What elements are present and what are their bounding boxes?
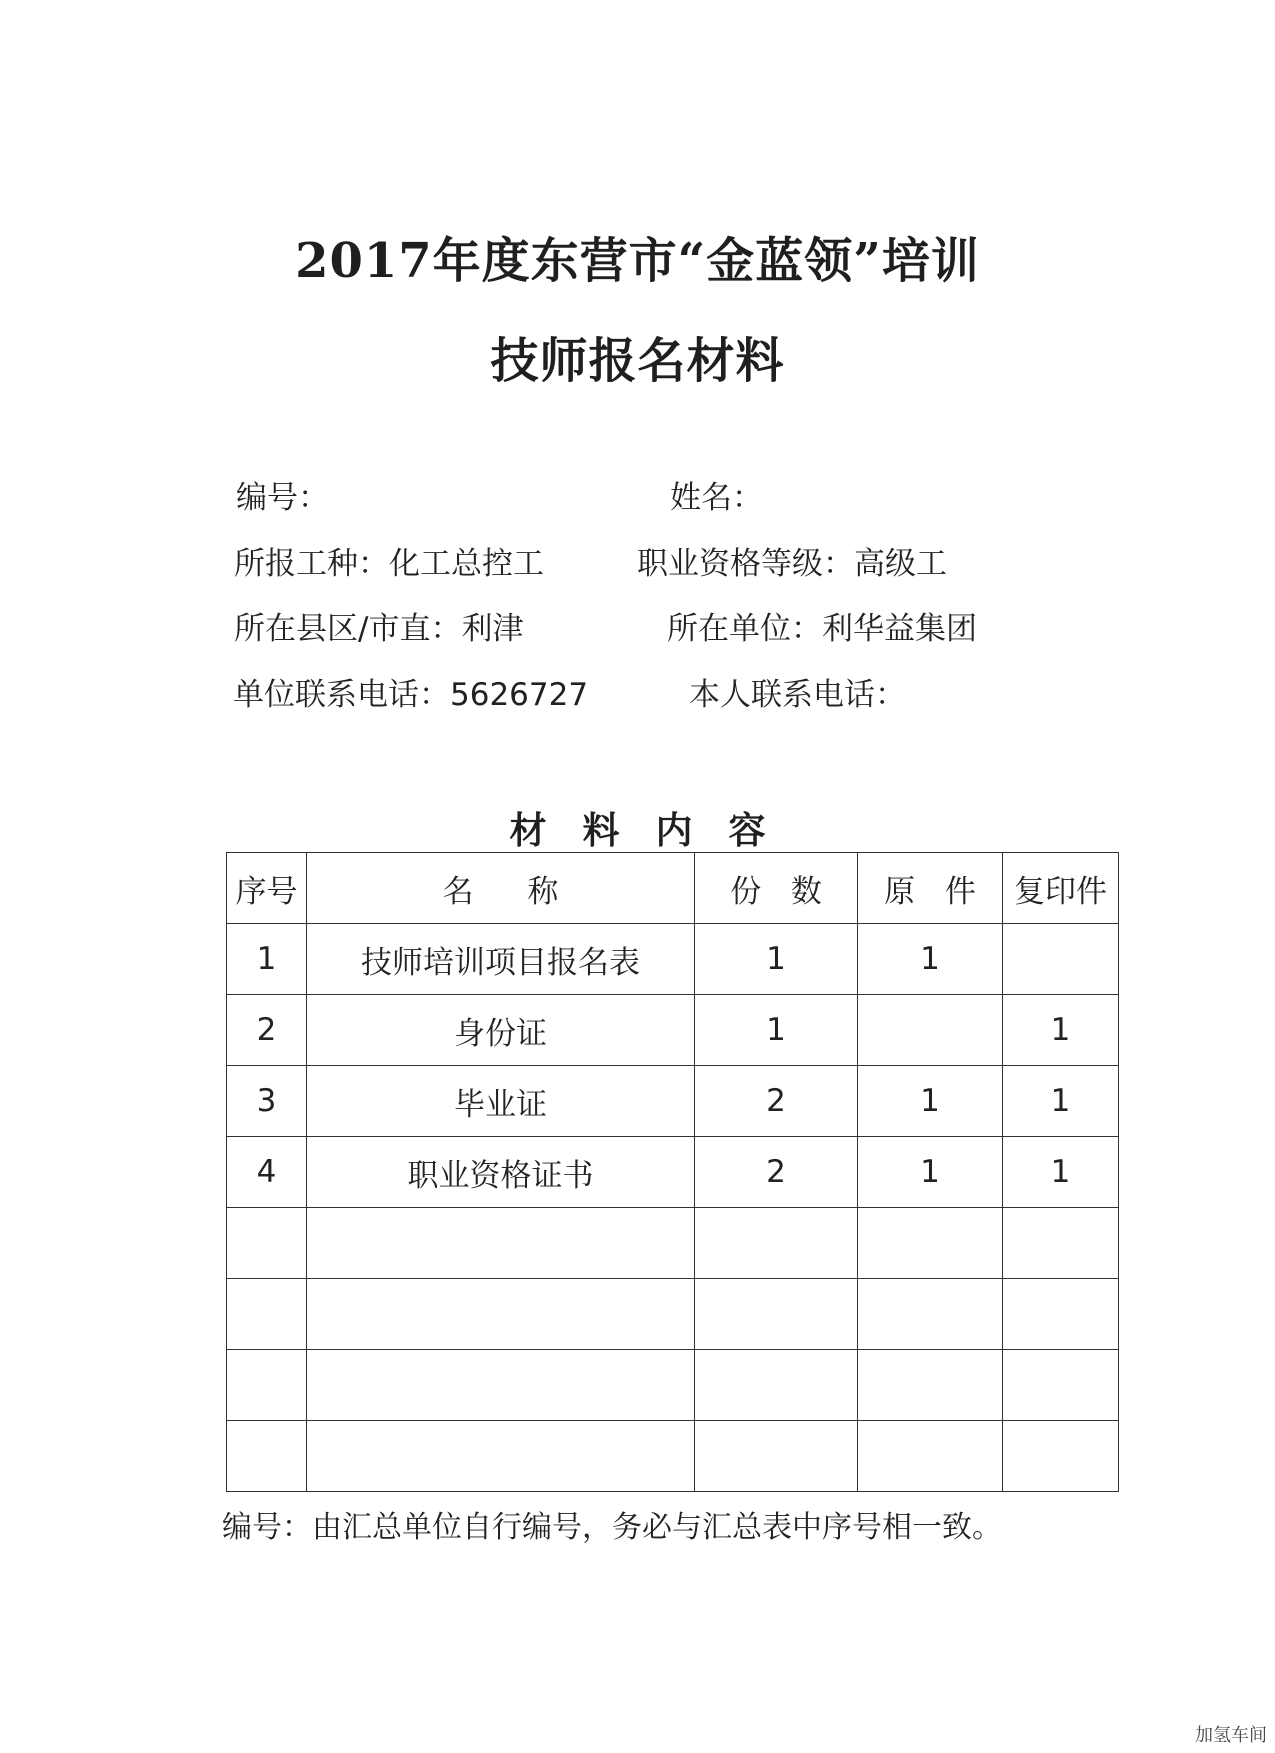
cell-copies: 2 <box>695 1066 858 1137</box>
cell-name: 技师培训项目报名表 <box>307 924 695 995</box>
header-copies: 份 数 <box>695 853 858 924</box>
cell-empty <box>1003 1350 1119 1421</box>
cell-empty <box>307 1279 695 1350</box>
personal-phone-field: 本人联系电话： <box>689 677 906 713</box>
cell-empty <box>227 1208 307 1279</box>
cell-empty <box>695 1208 858 1279</box>
header-original: 原 件 <box>858 853 1003 924</box>
cell-empty <box>227 1279 307 1350</box>
number-label: 编号： <box>236 480 329 516</box>
cell-empty <box>858 1208 1003 1279</box>
cell-original: 1 <box>858 1066 1003 1137</box>
cell-empty <box>858 1421 1003 1492</box>
cell-empty <box>858 1350 1003 1421</box>
cell-empty <box>858 1279 1003 1350</box>
cell-photocopy: 1 <box>1003 1066 1119 1137</box>
cell-seq: 3 <box>227 1066 307 1137</box>
table-row-empty <box>227 1421 1119 1492</box>
cell-seq: 1 <box>227 924 307 995</box>
trade-field: 所报工种：化工总控工 <box>234 546 544 582</box>
name-label: 姓名： <box>670 480 763 516</box>
cell-name: 身份证 <box>307 995 695 1066</box>
cell-empty <box>1003 1208 1119 1279</box>
county-field: 所在县区/市直：利津 <box>234 611 524 647</box>
cell-original: 1 <box>858 1137 1003 1208</box>
cell-empty <box>227 1350 307 1421</box>
footnote: 编号：由汇总单位自行编号，务必与汇总表中序号相一致。 <box>222 1510 1002 1545</box>
table-row-empty <box>227 1208 1119 1279</box>
table-row <box>227 995 1119 1066</box>
header-name: 名 称 <box>307 853 695 924</box>
cell-copies: 2 <box>695 1137 858 1208</box>
cell-name: 职业资格证书 <box>307 1137 695 1208</box>
unit-field: 所在单位：利华益集团 <box>667 611 977 647</box>
table-row-empty <box>227 1350 1119 1421</box>
cell-original: 1 <box>858 924 1003 995</box>
cell-empty <box>307 1421 695 1492</box>
cell-empty <box>1003 1421 1119 1492</box>
cell-original <box>858 995 1003 1066</box>
table-row <box>227 1137 1119 1208</box>
table-row-empty <box>227 1279 1119 1350</box>
watermark-text: 加氢车间 <box>1195 1725 1267 1746</box>
cell-empty <box>307 1350 695 1421</box>
cell-seq: 2 <box>227 995 307 1066</box>
table-row <box>227 1066 1119 1137</box>
cell-empty <box>695 1350 858 1421</box>
unit-phone-field: 单位联系电话：5626727 <box>233 677 589 713</box>
table-row <box>227 924 1119 995</box>
cell-name: 毕业证 <box>307 1066 695 1137</box>
qualification-field: 职业资格等级：高级工 <box>637 546 947 582</box>
materials-heading: 材料内容 <box>509 809 802 852</box>
table-header-row <box>227 853 1119 924</box>
cell-copies: 1 <box>695 995 858 1066</box>
cell-photocopy: 1 <box>1003 995 1119 1066</box>
materials-table <box>226 852 1119 1492</box>
cell-photocopy: 1 <box>1003 1137 1119 1208</box>
cell-empty <box>695 1421 858 1492</box>
cell-empty <box>307 1208 695 1279</box>
cell-copies: 1 <box>695 924 858 995</box>
header-photocopy: 复印件 <box>1003 853 1119 924</box>
cell-empty <box>227 1421 307 1492</box>
document-title-line-2: 技师报名材料 <box>490 333 785 389</box>
cell-photocopy <box>1003 924 1119 995</box>
cell-seq: 4 <box>227 1137 307 1208</box>
document-title-line-1: 2017年度东营市“金蓝领”培训 <box>295 233 980 289</box>
cell-empty <box>695 1279 858 1350</box>
cell-empty <box>1003 1279 1119 1350</box>
header-seq: 序号 <box>227 853 307 924</box>
